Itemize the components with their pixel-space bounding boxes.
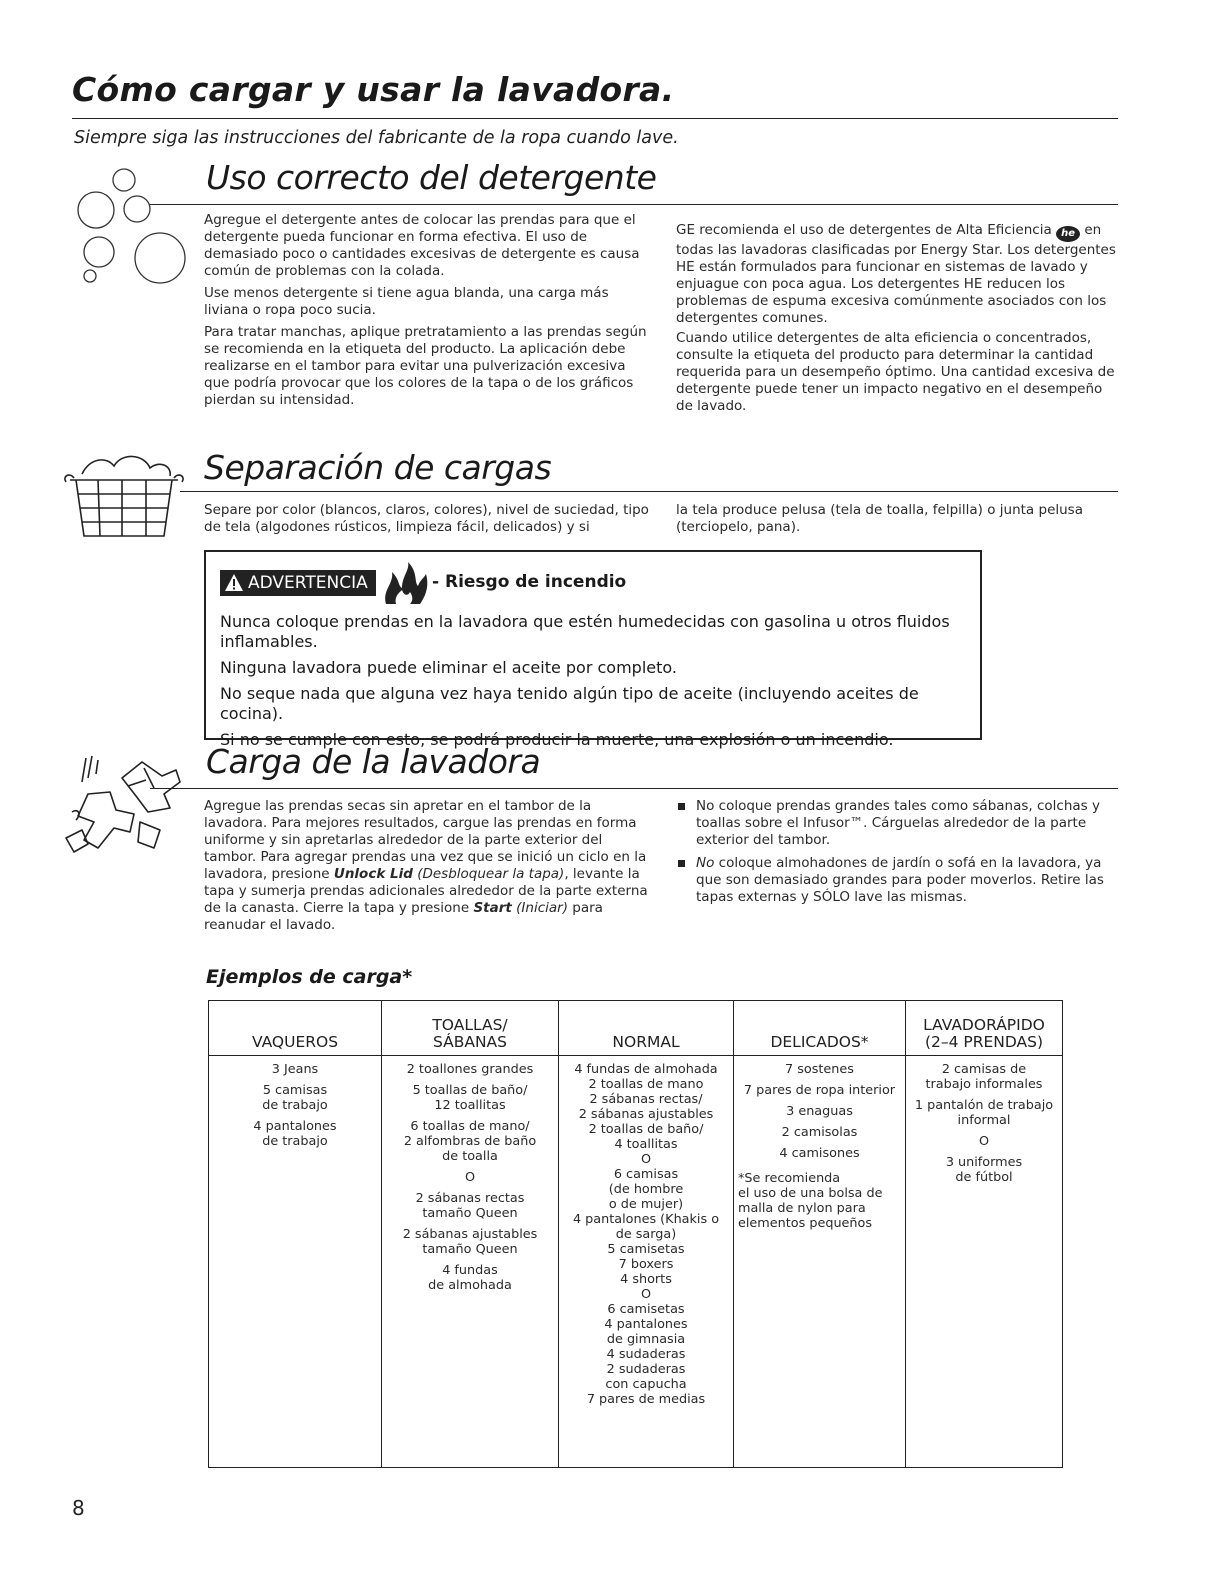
warning-triangle-icon [224, 573, 244, 593]
load-item: 3 uniformes de fútbol [945, 1155, 1023, 1185]
loading-text: para reanudar el lavado. [204, 900, 603, 933]
detergent-left-column [204, 212, 654, 414]
load-cell-normal [559, 1056, 734, 1468]
load-item: 6 camisetas [607, 1302, 685, 1317]
bullet-emphasis: No [696, 855, 715, 871]
load-item: 5 toallas de baño/ 12 toallitas [412, 1083, 528, 1113]
detergent-he-paragraph [676, 222, 1118, 327]
warning-line: No seque nada que alguna vez haya tenido algún tipo de aceite (incluyendo aceites de cocina). [220, 684, 919, 723]
clothes-icon [58, 752, 186, 862]
load-item: 2 camisolas [781, 1125, 858, 1140]
load-item: 2 sábanas ajustables tamaño Queen [402, 1227, 538, 1257]
examples-title: Ejemplos de carga* [206, 966, 413, 988]
load-item: O [464, 1170, 476, 1185]
table-row [209, 1056, 1063, 1468]
loading-bullet: No coloque prendas grandes tales como sábanas, colchas y toallas sobre el Infusor™. Cárguelas alrededor de la parte exterior del tambor. [676, 798, 1118, 849]
load-item: 3 enaguas [786, 1104, 853, 1119]
column-header: NORMAL [559, 1001, 734, 1056]
column-header: LAVADORÁPIDO (2–4 PRENDAS) [906, 1001, 1063, 1056]
he-text-before: GE recomienda el uso de detergentes de Alta Eficiencia [676, 222, 1052, 238]
bubbles-icon [76, 166, 188, 290]
detergent-paragraph: Cuando utilice detergentes de alta eficiencia o concentrados, consulte la etiqueta del producto para determinar la cantidad requerida para un desempeño óptimo. Una cantidad excesiva de detergente puede tener un impacto negativo en el desempeño de lavado. [676, 330, 1115, 414]
warning-lines [220, 612, 970, 756]
separation-right-text: la tela produce pelusa (tela de toalla, felpilla) o junta pelusa (terciopelo, pana). [676, 502, 1083, 535]
load-item: 5 camisetas [607, 1242, 685, 1257]
load-item: 6 camisas (de hombre o de mujer) [608, 1167, 684, 1212]
page-subtitle: Siempre siga las instrucciones del fabricante de la ropa cuando lave. [74, 128, 679, 148]
load-item: 7 sostenes [785, 1062, 854, 1077]
loading-text: , levante la tapa y sumerja prendas adicionales alrededor de la parte externa de la canasta. Cierre la tapa y presione [204, 866, 648, 916]
load-item: O [978, 1134, 990, 1149]
separation-heading: Separación de cargas [204, 448, 552, 487]
load-item: 2 toallones grandes [406, 1062, 534, 1077]
loading-heading: Carga de la lavadora [206, 742, 541, 781]
column-header: TOALLAS/ SÁBANAS [382, 1001, 559, 1056]
load-item: 2 sábanas rectas/ [589, 1092, 703, 1107]
column-header: DELICADOS* [734, 1001, 906, 1056]
bullet-text: coloque almohadones de jardín o sofá en la lavadora, ya que son demasiado grandes para poder moverlos. Retire las tapas externas y SÓLO lave las mismas. [696, 855, 1104, 905]
load-item: 4 shorts [620, 1272, 672, 1287]
warning-line: Si no se cumple con esto, se podrá producir la muerte, una explosión o un incendio. [220, 730, 894, 749]
title-rule [72, 118, 1118, 119]
he-logo-icon: he [1056, 226, 1080, 242]
load-item: 7 boxers [618, 1257, 674, 1272]
load-item: O [640, 1152, 652, 1167]
unlock-lid-translation: (Desbloquear la tapa) [412, 866, 565, 882]
load-item: 2 sábanas rectas tamaño Queen [415, 1191, 525, 1221]
column-header: VAQUEROS [209, 1001, 382, 1056]
load-item: *Se recomienda el uso de una bolsa de malla de nylon para elementos pequeños [738, 1171, 883, 1231]
detergent-heading: Uso correcto del detergente [206, 158, 657, 197]
detergent-paragraph: Para tratar manchas, aplique pretratamiento a las prendas según se recomienda en la etiqueta del producto. La aplicación debe realizarse en el tambor para evitar una pulverización excesiva que podría provocar que los colores de la tapa o de los gráficos pierdan su intensidad. [204, 324, 647, 408]
load-item: O [640, 1287, 652, 1302]
separation-left-text: Separe por color (blancos, claros, colores), nivel de suciedad, tipo de tela (algodones rústicos, limpieza fácil, delicados) y si [204, 502, 649, 535]
load-item: 2 toallas de mano [588, 1077, 704, 1092]
load-item: 2 sábanas ajustables [578, 1107, 714, 1122]
loading-bullet [676, 855, 1118, 906]
load-item: 6 toallas de mano/ 2 alfombras de baño de toalla [403, 1119, 537, 1164]
he-text-after: en todas las lavadoras clasificadas por Energy Star. Los detergentes HE están formulados para funcionar en sistemas de lavado y enjuague con poca agua. Los detergentes HE reducen los problemas de espuma excesiva comúnmente asociados con los detergentes comunes. [676, 222, 1116, 326]
fire-icon [380, 560, 430, 606]
load-item: 4 pantalones de gimnasia [604, 1317, 688, 1347]
unlock-lid-label: Unlock Lid [333, 866, 413, 882]
detergent-right-column [676, 222, 1118, 418]
load-item: 4 fundas de almohada [428, 1263, 512, 1293]
load-item: 5 camisas de trabajo [262, 1083, 328, 1113]
table-header-row [209, 1001, 1063, 1056]
page-number: 8 [72, 1496, 85, 1520]
warning-line: Nunca coloque prendas en la lavadora que estén humedecidas con gasolina u otros fluidos inflamables. [220, 612, 950, 651]
load-item: 2 camisas de trabajo informales [925, 1062, 1043, 1092]
loading-text: Agregue las prendas secas sin apretar en el tambor de la lavadora. Para mejores resultados, cargue las prendas en forma uniforme y sin apretarlas alrededor de la parte exterior del tambor. Para agregar prendas una vez que se inició un ciclo en la lavadora, presione [204, 798, 647, 882]
load-cell-toallas [382, 1056, 559, 1468]
fire-warning-box [204, 550, 982, 749]
loading-bullet-list [676, 798, 1118, 912]
load-item: 1 pantalón de trabajo informal [914, 1098, 1054, 1128]
load-item: 4 camisones [779, 1146, 860, 1161]
load-item: 7 pares de ropa interior [743, 1083, 896, 1098]
load-item: 2 sudaderas con capucha [605, 1362, 687, 1392]
warning-badge-label: ADVERTENCIA [248, 573, 368, 593]
start-label: Start [473, 900, 512, 916]
loading-left-text [204, 798, 650, 934]
page-title: Cómo cargar y usar la lavadora. [72, 70, 675, 109]
load-item: 3 Jeans [271, 1062, 319, 1077]
separation-rule [180, 491, 1118, 492]
detergent-paragraph: Agregue el detergente antes de colocar las prendas para que el detergente pueda funcionar en forma efectiva. El uso de demasiado poco o cantidades excesivas de detergente es causa común de problemas con la colada. [204, 212, 640, 279]
load-item: 4 pantalones de trabajo [253, 1119, 337, 1149]
load-cell-vaqueros [209, 1056, 382, 1468]
detergent-rule [150, 204, 1118, 205]
load-item: 4 fundas de almohada [574, 1062, 718, 1077]
loading-rule [150, 788, 1118, 789]
load-item: 4 sudaderas [606, 1347, 686, 1362]
load-item: 4 pantalones (Khakis o de sarga) [572, 1212, 720, 1242]
load-cell-lavadorapido [906, 1056, 1063, 1468]
warning-badge [220, 570, 376, 596]
load-item: 2 toallas de baño/ 4 toallitas [588, 1122, 704, 1152]
warning-title: - Riesgo de incendio [432, 572, 627, 592]
start-translation: (Iniciar) [511, 900, 568, 916]
load-examples-table [208, 1000, 1063, 1468]
load-item: 7 pares de medias [586, 1392, 706, 1407]
detergent-paragraph: Use menos detergente si tiene agua blanda, una carga más liviana o ropa poco sucia. [204, 285, 609, 318]
load-cell-delicados [734, 1056, 906, 1468]
warning-line: Ninguna lavadora puede eliminar el aceite por completo. [220, 658, 677, 677]
laundry-basket-icon [62, 452, 186, 544]
